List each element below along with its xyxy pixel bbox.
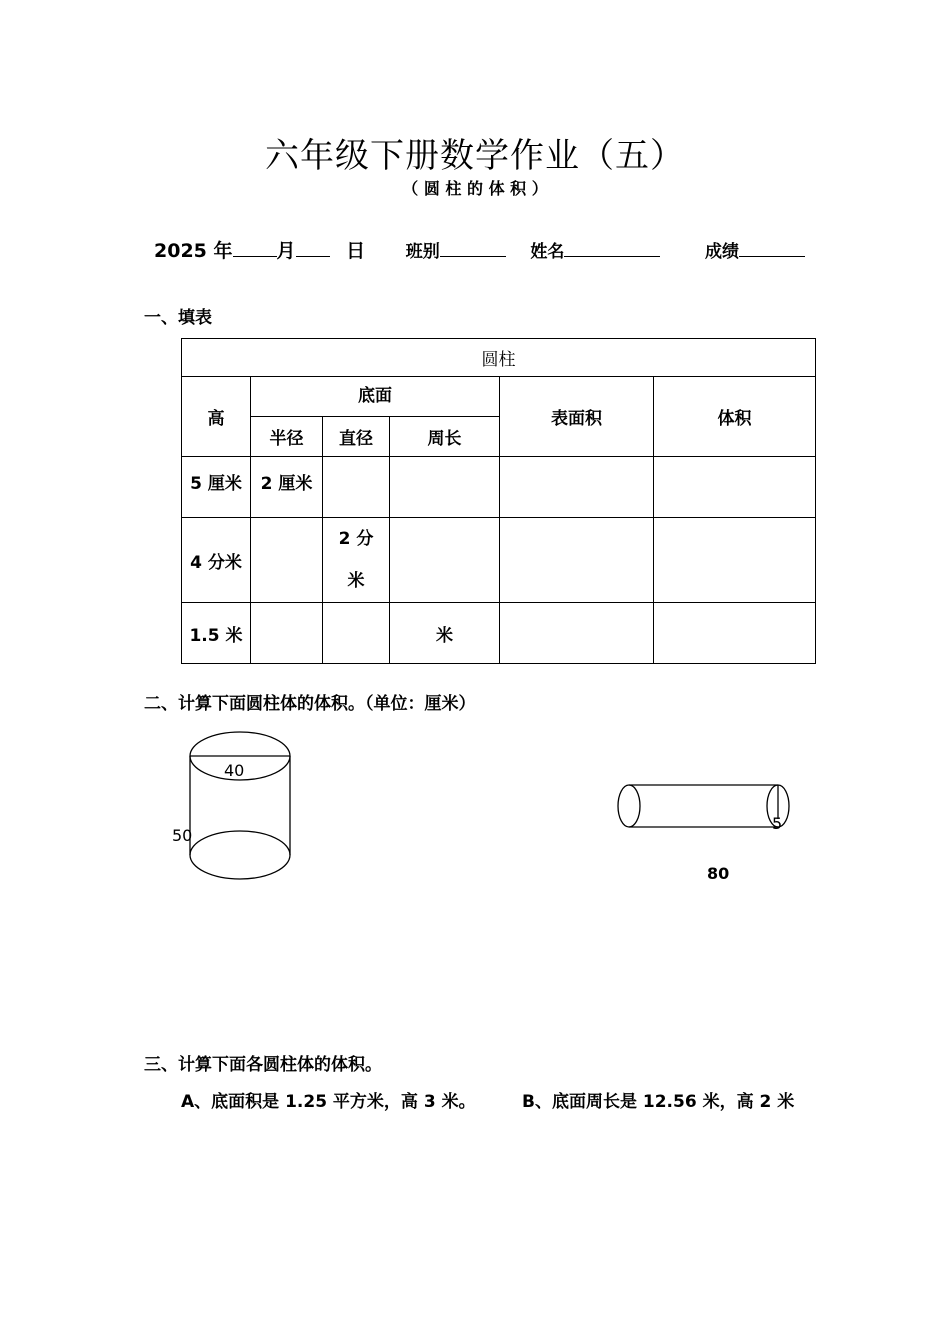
table-caption: 圆柱 [182,339,816,377]
day-blank[interactable] [296,238,330,257]
cell-volume[interactable] [654,457,816,518]
cell-height: 4 分米 [182,518,251,603]
table-row [182,603,816,664]
score-label: 成绩 [705,242,740,262]
cell-diameter-line1: 2 分 [338,529,374,549]
cylinder-figure-upright [160,720,320,890]
cell-circumference[interactable] [390,518,500,603]
cell-volume[interactable] [654,518,816,603]
month-label: 月 [276,240,296,262]
info-line [154,236,805,263]
header-volume: 体积 [654,377,816,457]
cylinder2-left-ellipse [618,785,640,827]
header-height: 高 [182,377,251,457]
problem-a: A、底面积是 1.25 平方米，高 3 米。 [181,1092,476,1112]
month-blank[interactable] [233,238,277,257]
page-subtitle: （ 圆 柱 的 体 积 ） [402,179,548,198]
page-title: 六年级下册数学作业（五） [265,136,685,176]
name-label: 姓名 [530,242,565,262]
cell-diameter [323,518,390,603]
class-blank[interactable] [440,238,506,257]
header-radius: 半径 [251,417,323,457]
year-label: 2025 年 [154,240,233,262]
cell-diameter[interactable] [323,603,390,664]
section3-heading: 三、计算下面各圆柱体的体积。 [144,1055,382,1075]
cell-circumference: 米 [390,603,500,664]
cylinder1-height-label: 50 [172,826,193,845]
header-diameter: 直径 [323,417,390,457]
score-blank[interactable] [739,238,805,257]
cell-radius[interactable] [251,603,323,664]
problem-b: B、底面周长是 12.56 米，高 2 米 [522,1092,795,1112]
cell-circumference[interactable] [390,457,500,518]
cell-height: 5 厘米 [182,457,251,518]
cylinder2-length-label: 80 [707,864,730,883]
cylinder1-diameter-label: 40 [224,761,245,780]
cell-radius: 2 厘米 [251,457,323,518]
header-surface-area: 表面积 [500,377,654,457]
cell-surface-area[interactable] [500,603,654,664]
cell-radius[interactable] [251,518,323,603]
cylinder2-diameter-label: 5 [772,814,783,833]
header-circumference: 周长 [390,417,500,457]
cell-diameter-line2: 米 [347,571,365,591]
section1-heading: 一、填表 [144,308,212,328]
cell-surface-area[interactable] [500,457,654,518]
table-row [182,457,816,518]
cell-volume[interactable] [654,603,816,664]
table-row [182,518,816,603]
name-blank[interactable] [564,238,660,257]
cell-surface-area[interactable] [500,518,654,603]
class-label: 班别 [405,242,440,262]
header-base: 底面 [251,377,500,417]
cylinder1-bottom-ellipse [190,831,290,879]
section2-heading: 二、计算下面圆柱体的体积。（单位：厘米） [144,694,476,714]
cell-height: 1.5 米 [182,603,251,664]
cell-diameter[interactable] [323,457,390,518]
cylinder-table [181,338,816,664]
day-label: 日 [346,240,366,262]
